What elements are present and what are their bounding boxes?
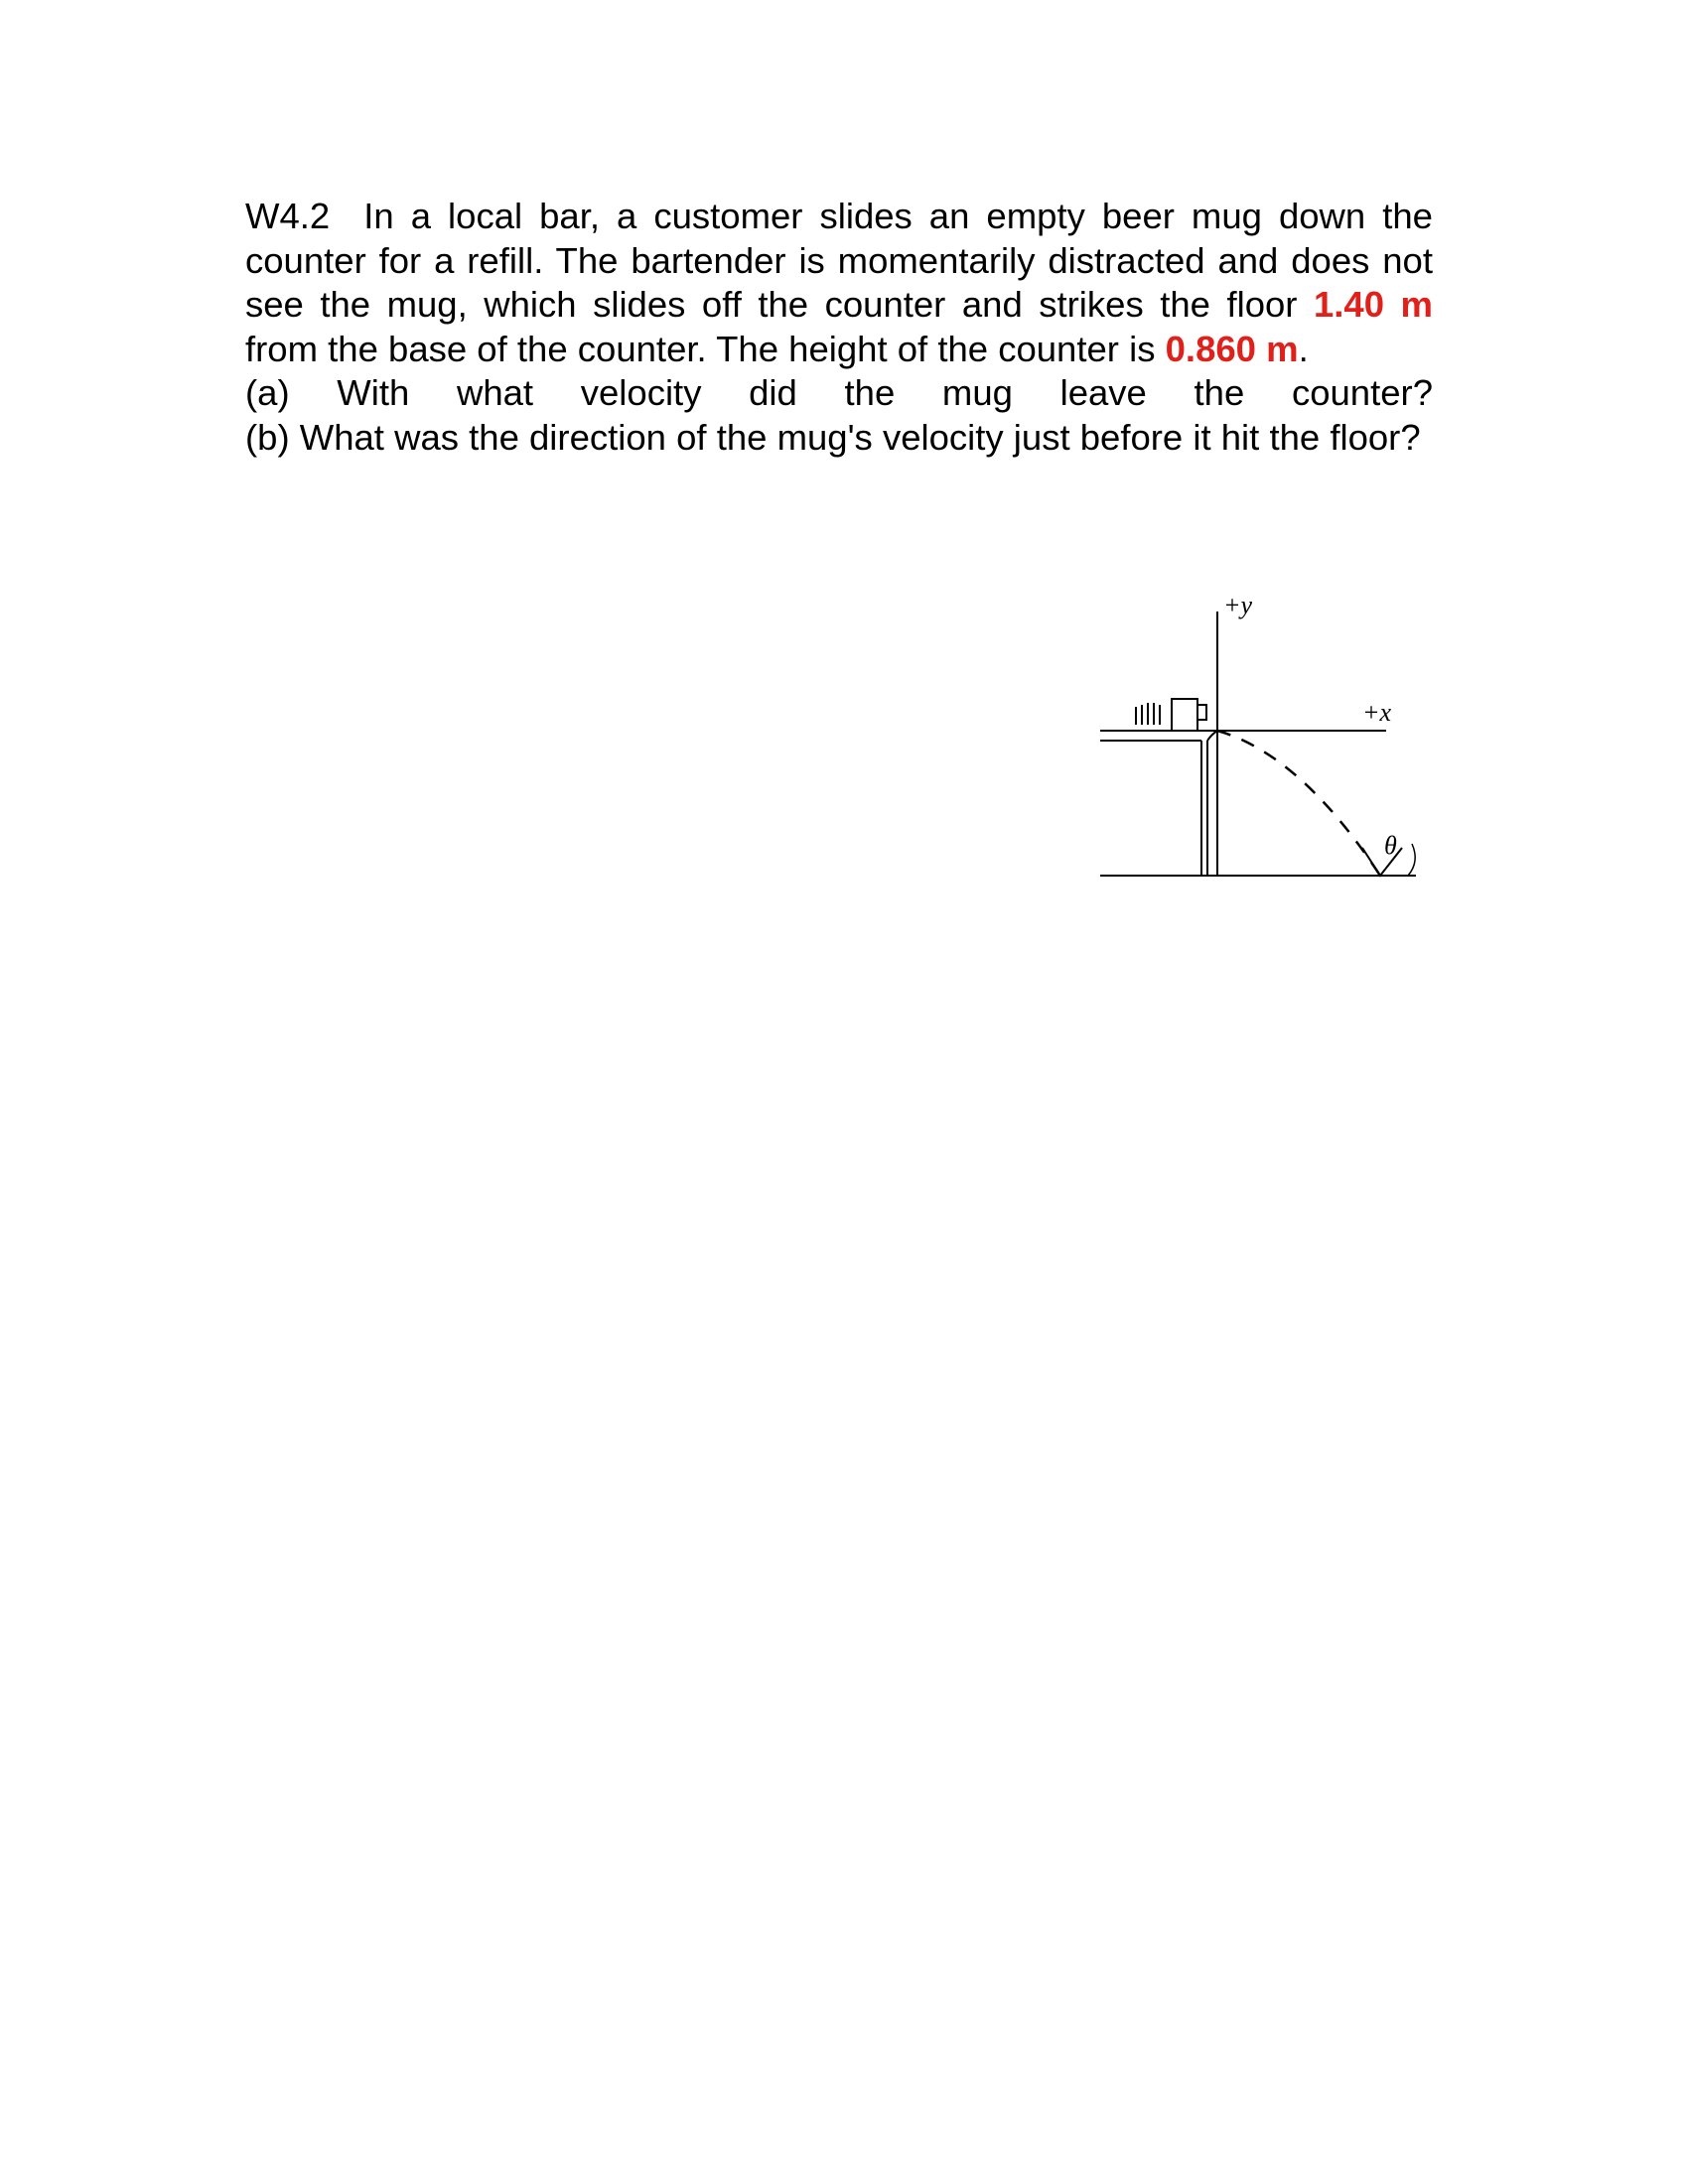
problem-middle: from the base of the counter. The height of the counter is [245, 328, 1156, 369]
problem-statement [245, 195, 1433, 460]
angle-label: θ [1384, 831, 1397, 860]
projectile-diagram [1092, 586, 1430, 893]
y-axis-label: +y [1223, 591, 1253, 619]
trajectory-path [1217, 731, 1380, 876]
angle-arc [1408, 844, 1415, 876]
motion-lines [1136, 703, 1160, 725]
x-axis-label: +x [1362, 698, 1392, 727]
problem-paragraph [245, 195, 1433, 371]
distance-value: 1.40 m [1313, 284, 1433, 325]
problem-intro: In a local bar, a customer slides an empty beer mug down the counter for a refill. The bartender is momentarily distracted and does not see the mug, which slides off the counter and strikes the floor [245, 196, 1433, 325]
question-a: (a) With what velocity did the mug leave the counter? [245, 372, 1433, 413]
mug-icon [1172, 699, 1206, 731]
problem-end: . [1298, 328, 1309, 369]
question-b: (b) What was the direction of the mug's velocity just before it hit the floor? [245, 416, 1421, 458]
problem-id: W4.2 [245, 196, 331, 236]
diagram-svg [1092, 586, 1430, 893]
height-value: 0.860 m [1165, 328, 1299, 369]
counter-corner [1207, 731, 1217, 741]
